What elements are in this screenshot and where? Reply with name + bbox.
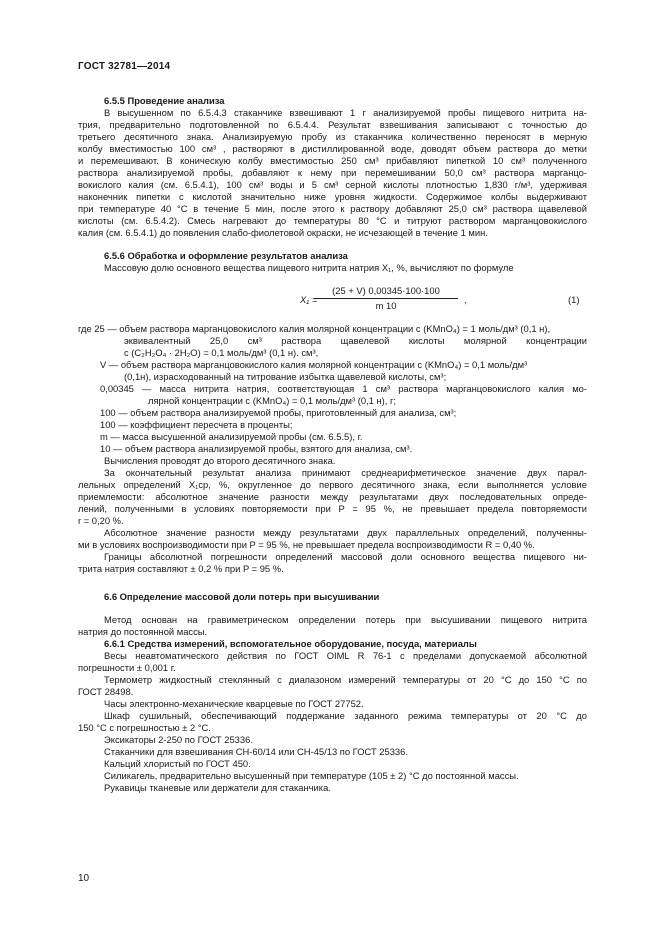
text-line: колбу вместимостью 100 см³ , растворяют в дистиллированной воде, доводят объем раствора до метки <box>78 143 587 154</box>
text-line: (0,1н), израсходованный на титрование избытка щавелевой кислоты, см³; <box>124 371 447 382</box>
formula-fraction-bar <box>314 298 458 299</box>
text-line: Эксикаторы 2-250 по ГОСТ 25336. <box>104 734 253 745</box>
section-heading-6-5-5: 6.5.5 Проведение анализа <box>104 95 225 106</box>
text-line: кислоты (см. 6.5.4.2). Смесь нагревают до температуры 80 °С и титруют раствором марганцовокислого <box>78 215 587 226</box>
text-line: c (C₂H₂O₄ · 2H₂O) = 0,1 моль/дм³ (0,1 н). см³, <box>124 347 319 358</box>
text-line: Термометр жидкостный стеклянный с диапазоном измерений температуры от 20 °С до 150 °С по <box>104 674 587 685</box>
formula-denominator: m 10 <box>375 300 397 311</box>
section-heading-6-5-6: 6.5.6 Обработка и оформление результатов анализа <box>104 250 348 261</box>
text-line: погрешности ± 0,001 г. <box>78 662 176 673</box>
text-line: Силикагель, предварительно высушенный при температуре (105 ± 2) °С до постоянной массы. <box>104 770 519 781</box>
page-number: 10 <box>78 873 90 884</box>
text-line: трита натрия составляют ± 0,2 % при P = 95 %. <box>78 563 284 574</box>
text-line: 100 — коэффициент пересчета в проценты; <box>100 419 293 430</box>
text-line: лярной концентрации c (KMnO₄) = 0,1 моль/дм³ (0,1 н), г; <box>148 395 397 406</box>
text-line: Стаканчики для взвешивания СН-60/14 или СН-45/13 по ГОСТ 25336. <box>104 746 408 757</box>
text-line: натрия до постоянной массы. <box>78 626 208 637</box>
text-line: Кальций хлористый по ГОСТ 450. <box>104 758 251 769</box>
text-line: и перемешивают. В коническую колбу вместимостью 250 см³ прибавляют пипеткой 10 см³ полученного <box>78 155 587 166</box>
text-line: где 25 — объем раствора марганцовокислого калия молярной концентрации c (KMnO₄) = 1 моль/дм³ (0,1 н), <box>78 323 551 334</box>
section-heading-6-6-1: 6.6.1 Средства измерений, вспомогательное оборудование, посуда, материалы <box>104 638 477 649</box>
text-line: m — масса высушенной анализируемой пробы (см. 6.5.5), г. <box>100 431 363 442</box>
text-line: Вычисления проводят до второго десятичного знака. <box>104 455 336 466</box>
text-line: Рукавицы тканевые или держатели для стаканчика. <box>104 782 331 793</box>
text-line: Границы абсолютной погрешности определений массовой доли основного вещества пищевого ни- <box>104 551 587 562</box>
text-line: 150 °С с погрешностью ± 2 °С. <box>78 722 211 733</box>
formula-numerator: (25 + V) 0,00345·100·100 <box>332 285 440 296</box>
text-line: r = 0,20 %. <box>78 515 124 526</box>
formula-lhs: X₁ = <box>300 294 318 305</box>
text-line: вокислого калия (см. 6.5.4.1), 100 см³ воды и 5 см³ серной кислоты плотностью 1,830 г/м³, удерживая <box>78 179 587 190</box>
text-line: Абсолютное значение разности между результатами двух параллельных определений, полученны- <box>104 527 587 538</box>
text-line: при температуре 40 °С в течение 5 мин, после этого к раствору добавляют 25,0 см³ раствора щавелевой <box>78 203 587 214</box>
text-line: лельных определений X₁ср, %, округленное до первого десятичного знака, если выполняется условие <box>78 479 587 490</box>
text-line: Метод основан на гравиметрическом определении потерь при высушивании пищевого нитрита <box>104 614 587 625</box>
text-line: трия, предварительно подготовленной по 6.5.4.4. Результат взвешивания записывают с точностью до <box>78 119 587 130</box>
text-line: V — объем раствора марганцовокислого калия молярной концентрации c (KMnO₄) = 0,1 моль/дм³ <box>100 359 528 370</box>
formula-number: (1) <box>568 294 580 305</box>
text-line: калия (см. 6.5.4.1) до появления слабо-фиолетовой окраски, не исчезающей в течение 1 мин. <box>78 227 488 238</box>
text-line: ГОСТ 28498. <box>78 686 134 697</box>
text-line: ми в условиях воспроизводимости при P = 95 %, не превышает предела воспроизводимости R = 0,40 %. <box>78 539 535 550</box>
text-line: эквивалентный 25,0 см³ раствора щавелевой кислоты молярной концентрации <box>124 335 587 346</box>
document-header: ГОСТ 32781—2014 <box>78 61 171 72</box>
text-line: Шкаф сушильный, обеспечивающий поддержание заданного режима температуры от 20 °С до <box>104 710 587 721</box>
section-heading-6-6: 6.6 Определение массовой доли потерь при высушивании <box>104 591 380 602</box>
text-line: приемлемости: абсолютное значение разности между результатами двух последовательных опреде- <box>78 491 587 502</box>
text-line: 10 — объем раствора анализируемой пробы, взятого для анализа, см³. <box>100 443 413 454</box>
text-line: лений, полученными в условиях повторяемости при P = 95 %, не превышает предела повторяемости <box>78 503 587 514</box>
text-line: 100 — объем раствора анализируемой пробы, приготовленный для анализа, см³; <box>100 407 457 418</box>
text-line: Весы неавтоматического действия по ГОСТ OIML R 76-1 с пределами допускаемой абсолютной <box>104 650 587 661</box>
text-line: Массовую долю основного вещества пищевого нитрита натрия X₁, %, вычисляют по формуле <box>104 262 514 273</box>
text-line: Часы электронно-механические кварцевые по ГОСТ 27752. <box>104 698 364 709</box>
text-line: 0,00345 — масса нитрита натрия, соответствующая 1 см³ раствора марганцовокислого калия мо- <box>100 383 587 394</box>
text-line: наконечник пипетки с кислотой значительно ниже уровня жидкости. Содержимое колбы выдерживают <box>78 191 587 202</box>
text-line: В высушенном по 6.5.4.3 стаканчике взвешивают 1 г анализируемой пробы пищевого нитрита на- <box>104 107 587 118</box>
text-line: третьего десятичного знака. Анализируемую пробу из стаканчика количественно переносят в мерную <box>78 131 587 142</box>
text-line: раствора анализируемой пробы, добавляют к нему при перемешивании 50,0 см³ раствора марганцо- <box>78 167 587 178</box>
text-line: За окончательный результат анализа принимают среднеарифметическое значение двух парал- <box>104 467 587 478</box>
formula-trail: , <box>464 294 467 305</box>
